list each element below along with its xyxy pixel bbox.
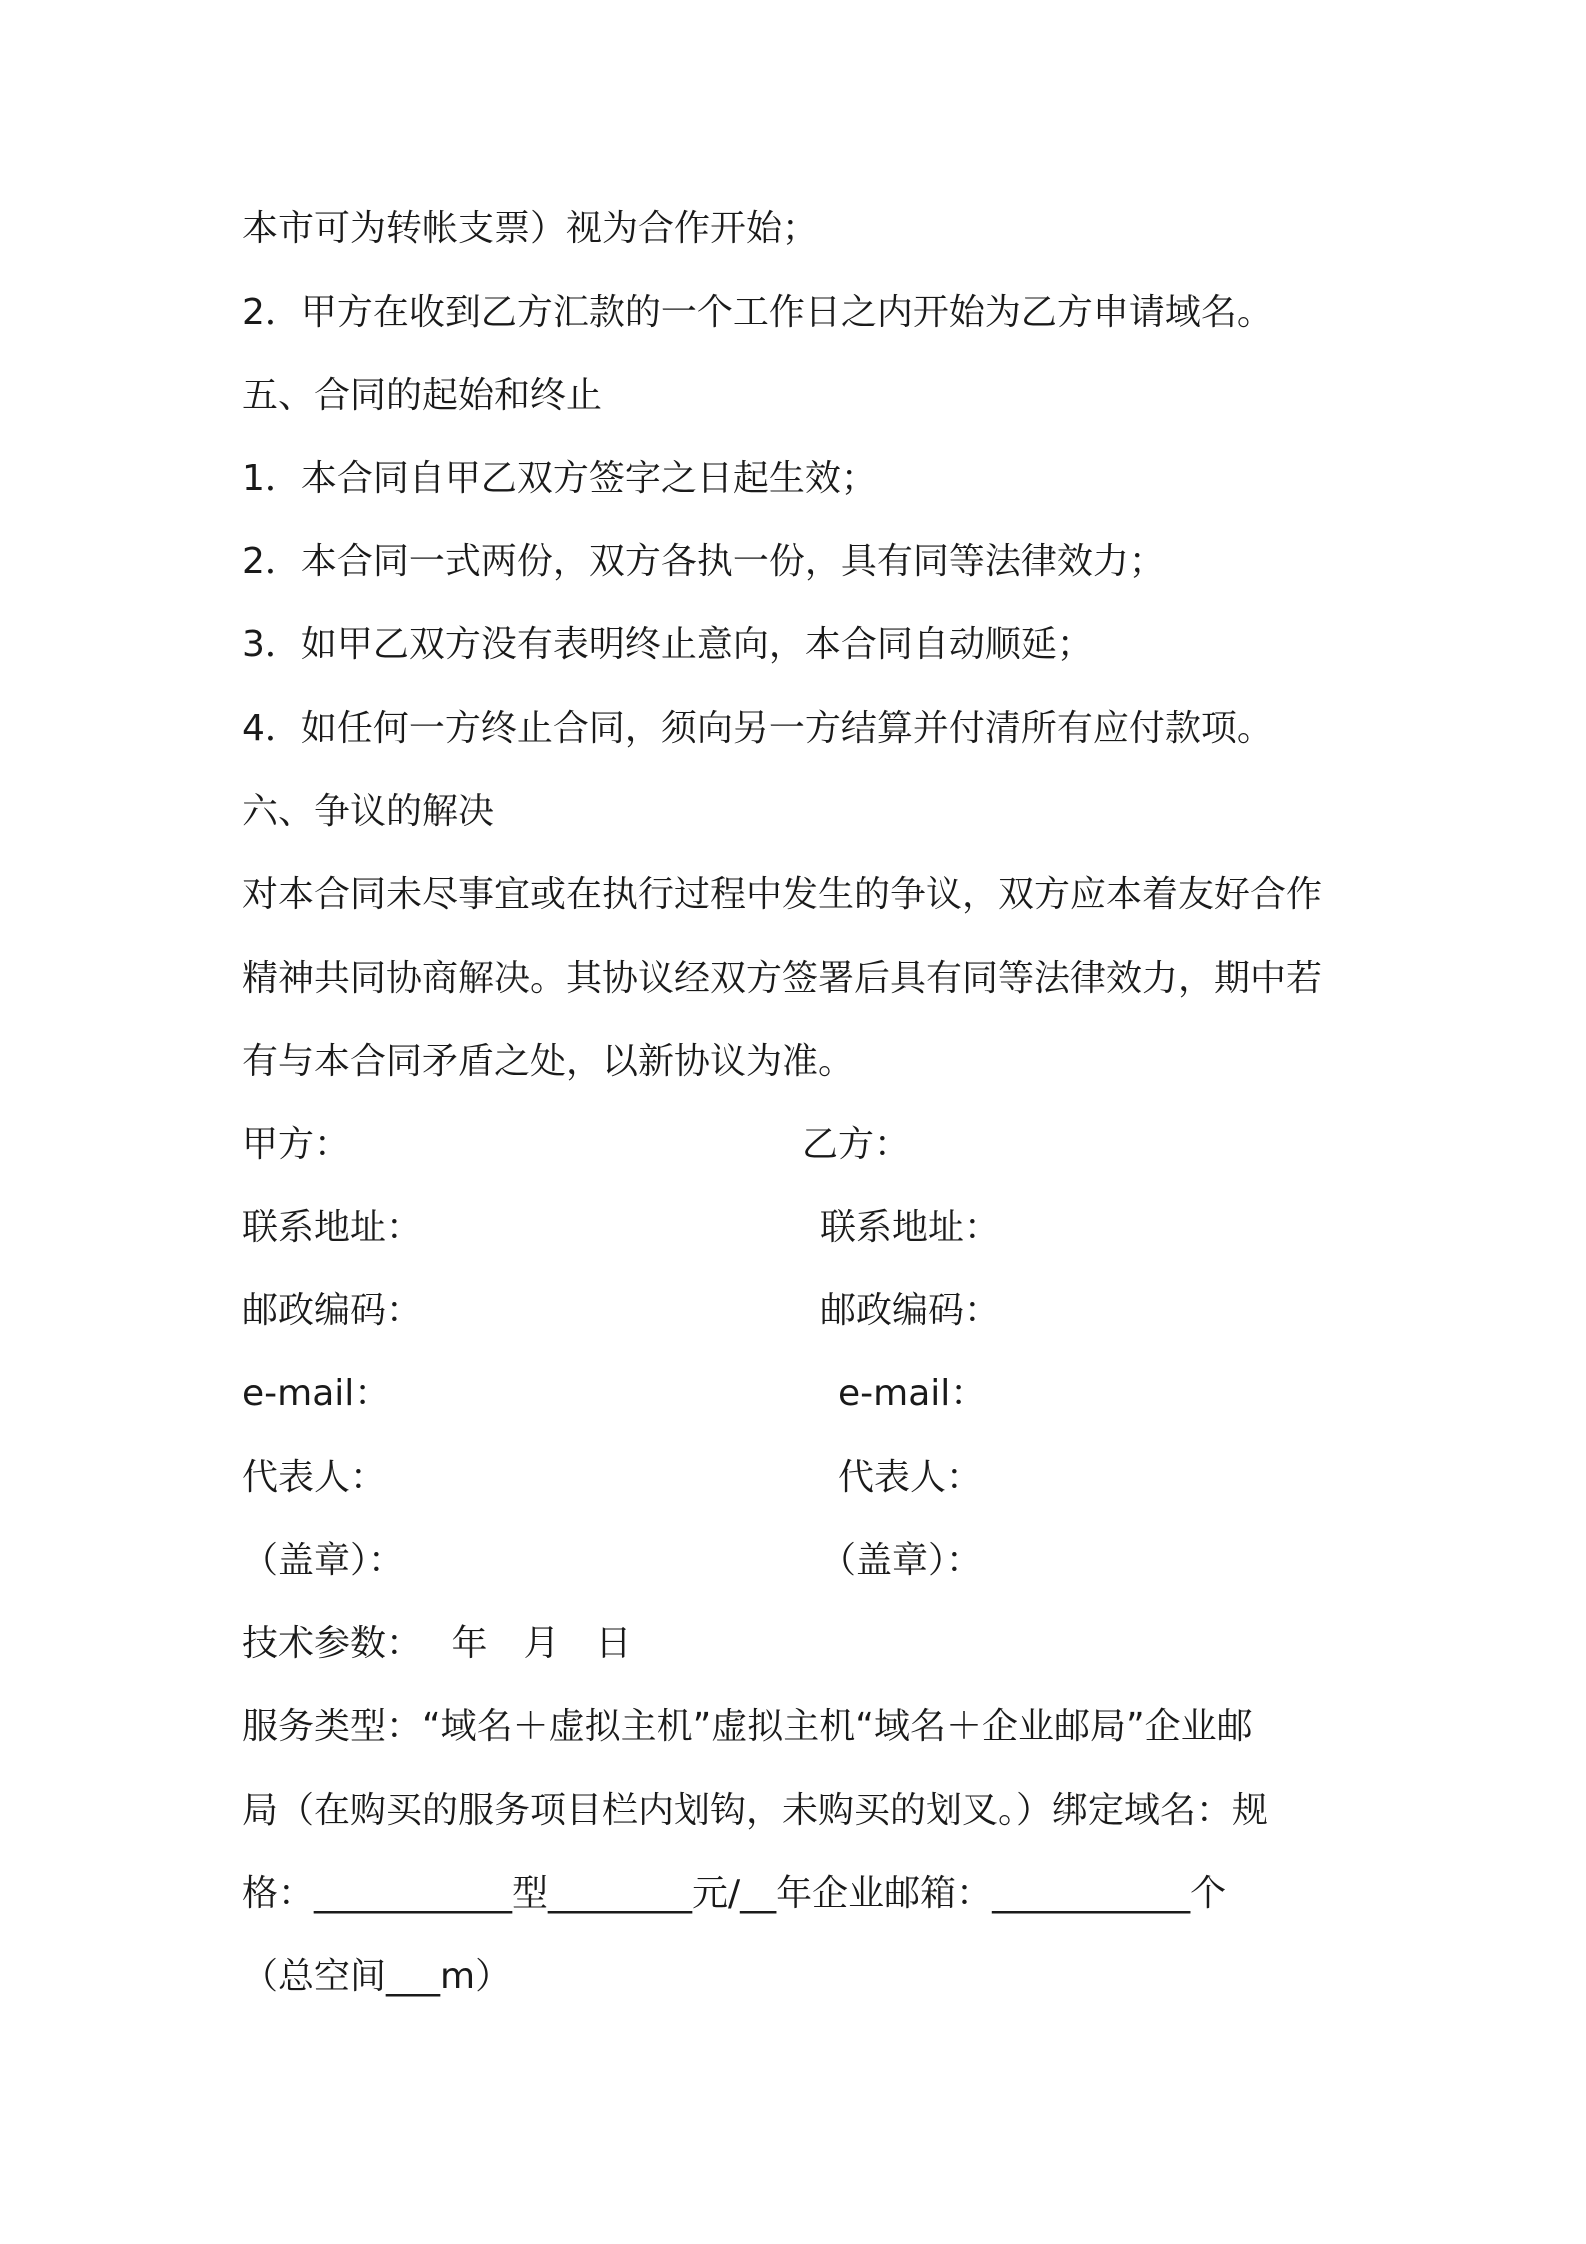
dispute-text-line-2: 精神共同协商解决。其协议经双方签署后具有同等法律效力，期中若 bbox=[242, 958, 1323, 999]
party-b-address-label: 联系地址： bbox=[820, 1207, 1001, 1248]
party-b-representative-label: 代表人： bbox=[838, 1457, 983, 1498]
party-a-address-label: 联系地址： bbox=[242, 1207, 423, 1248]
service-line-2: 局（在购买的服务项目栏内划钩，未购买的划叉。）绑定域名：规 bbox=[242, 1790, 1269, 1831]
party-b-email-label: e-mail： bbox=[838, 1373, 987, 1414]
service-line-3: 格：___________型________元/__年企业邮箱：___________个 bbox=[242, 1873, 1227, 1914]
clause-effective: 1．本合同自甲乙双方签字之日起生效； bbox=[242, 458, 877, 499]
signature-row-email bbox=[242, 1372, 1352, 1416]
party-b-seal-label: （盖章）： bbox=[820, 1540, 983, 1581]
section-heading-term: 五、合同的起始和终止 bbox=[242, 375, 603, 416]
dispute-text-line-1: 对本合同未尽事宜或在执行过程中发生的争议，双方应本着友好合作 bbox=[242, 874, 1323, 915]
signature-row-seal bbox=[242, 1539, 1352, 1583]
signature-row-representative bbox=[242, 1456, 1352, 1500]
dispute-text-line-3: 有与本合同矛盾之处，以新协议为准。 bbox=[242, 1041, 855, 1082]
signature-row-party bbox=[242, 1123, 1352, 1167]
signature-row-address bbox=[242, 1206, 1352, 1250]
clause-apply-domain: 2．甲方在收到乙方汇款的一个工作日之内开始为乙方申请域名。 bbox=[242, 292, 1273, 333]
clause-auto-renew: 3．如甲乙双方没有表明终止意向，本合同自动顺延； bbox=[242, 624, 1093, 665]
service-line-1: 服务类型：“域名＋虚拟主机”虚拟主机“域名＋企业邮局”企业邮 bbox=[242, 1706, 1253, 1747]
party-a-postcode-label: 邮政编码： bbox=[242, 1290, 423, 1331]
service-line-4: （总空间___m） bbox=[242, 1956, 512, 1997]
party-a-email-label: e-mail： bbox=[242, 1373, 391, 1414]
party-b-label: 乙方： bbox=[802, 1124, 911, 1165]
clause-termination: 4．如任何一方终止合同，须向另一方结算并付清所有应付款项。 bbox=[242, 708, 1273, 749]
clause-copies: 2．本合同一式两份，双方各执一份，具有同等法律效力； bbox=[242, 541, 1165, 582]
party-a-representative-label: 代表人： bbox=[242, 1457, 387, 1498]
party-a-seal-label: （盖章）： bbox=[242, 1540, 405, 1581]
tech-params-date: 技术参数： 年 月 日 bbox=[242, 1623, 632, 1664]
party-a-label: 甲方： bbox=[242, 1124, 351, 1165]
party-b-postcode-label: 邮政编码： bbox=[820, 1290, 1001, 1331]
signature-row-postcode bbox=[242, 1289, 1352, 1333]
paragraph-payment-start: 本市可为转帐支票）视为合作开始； bbox=[242, 208, 819, 249]
section-heading-dispute: 六、争议的解决 bbox=[242, 791, 495, 832]
